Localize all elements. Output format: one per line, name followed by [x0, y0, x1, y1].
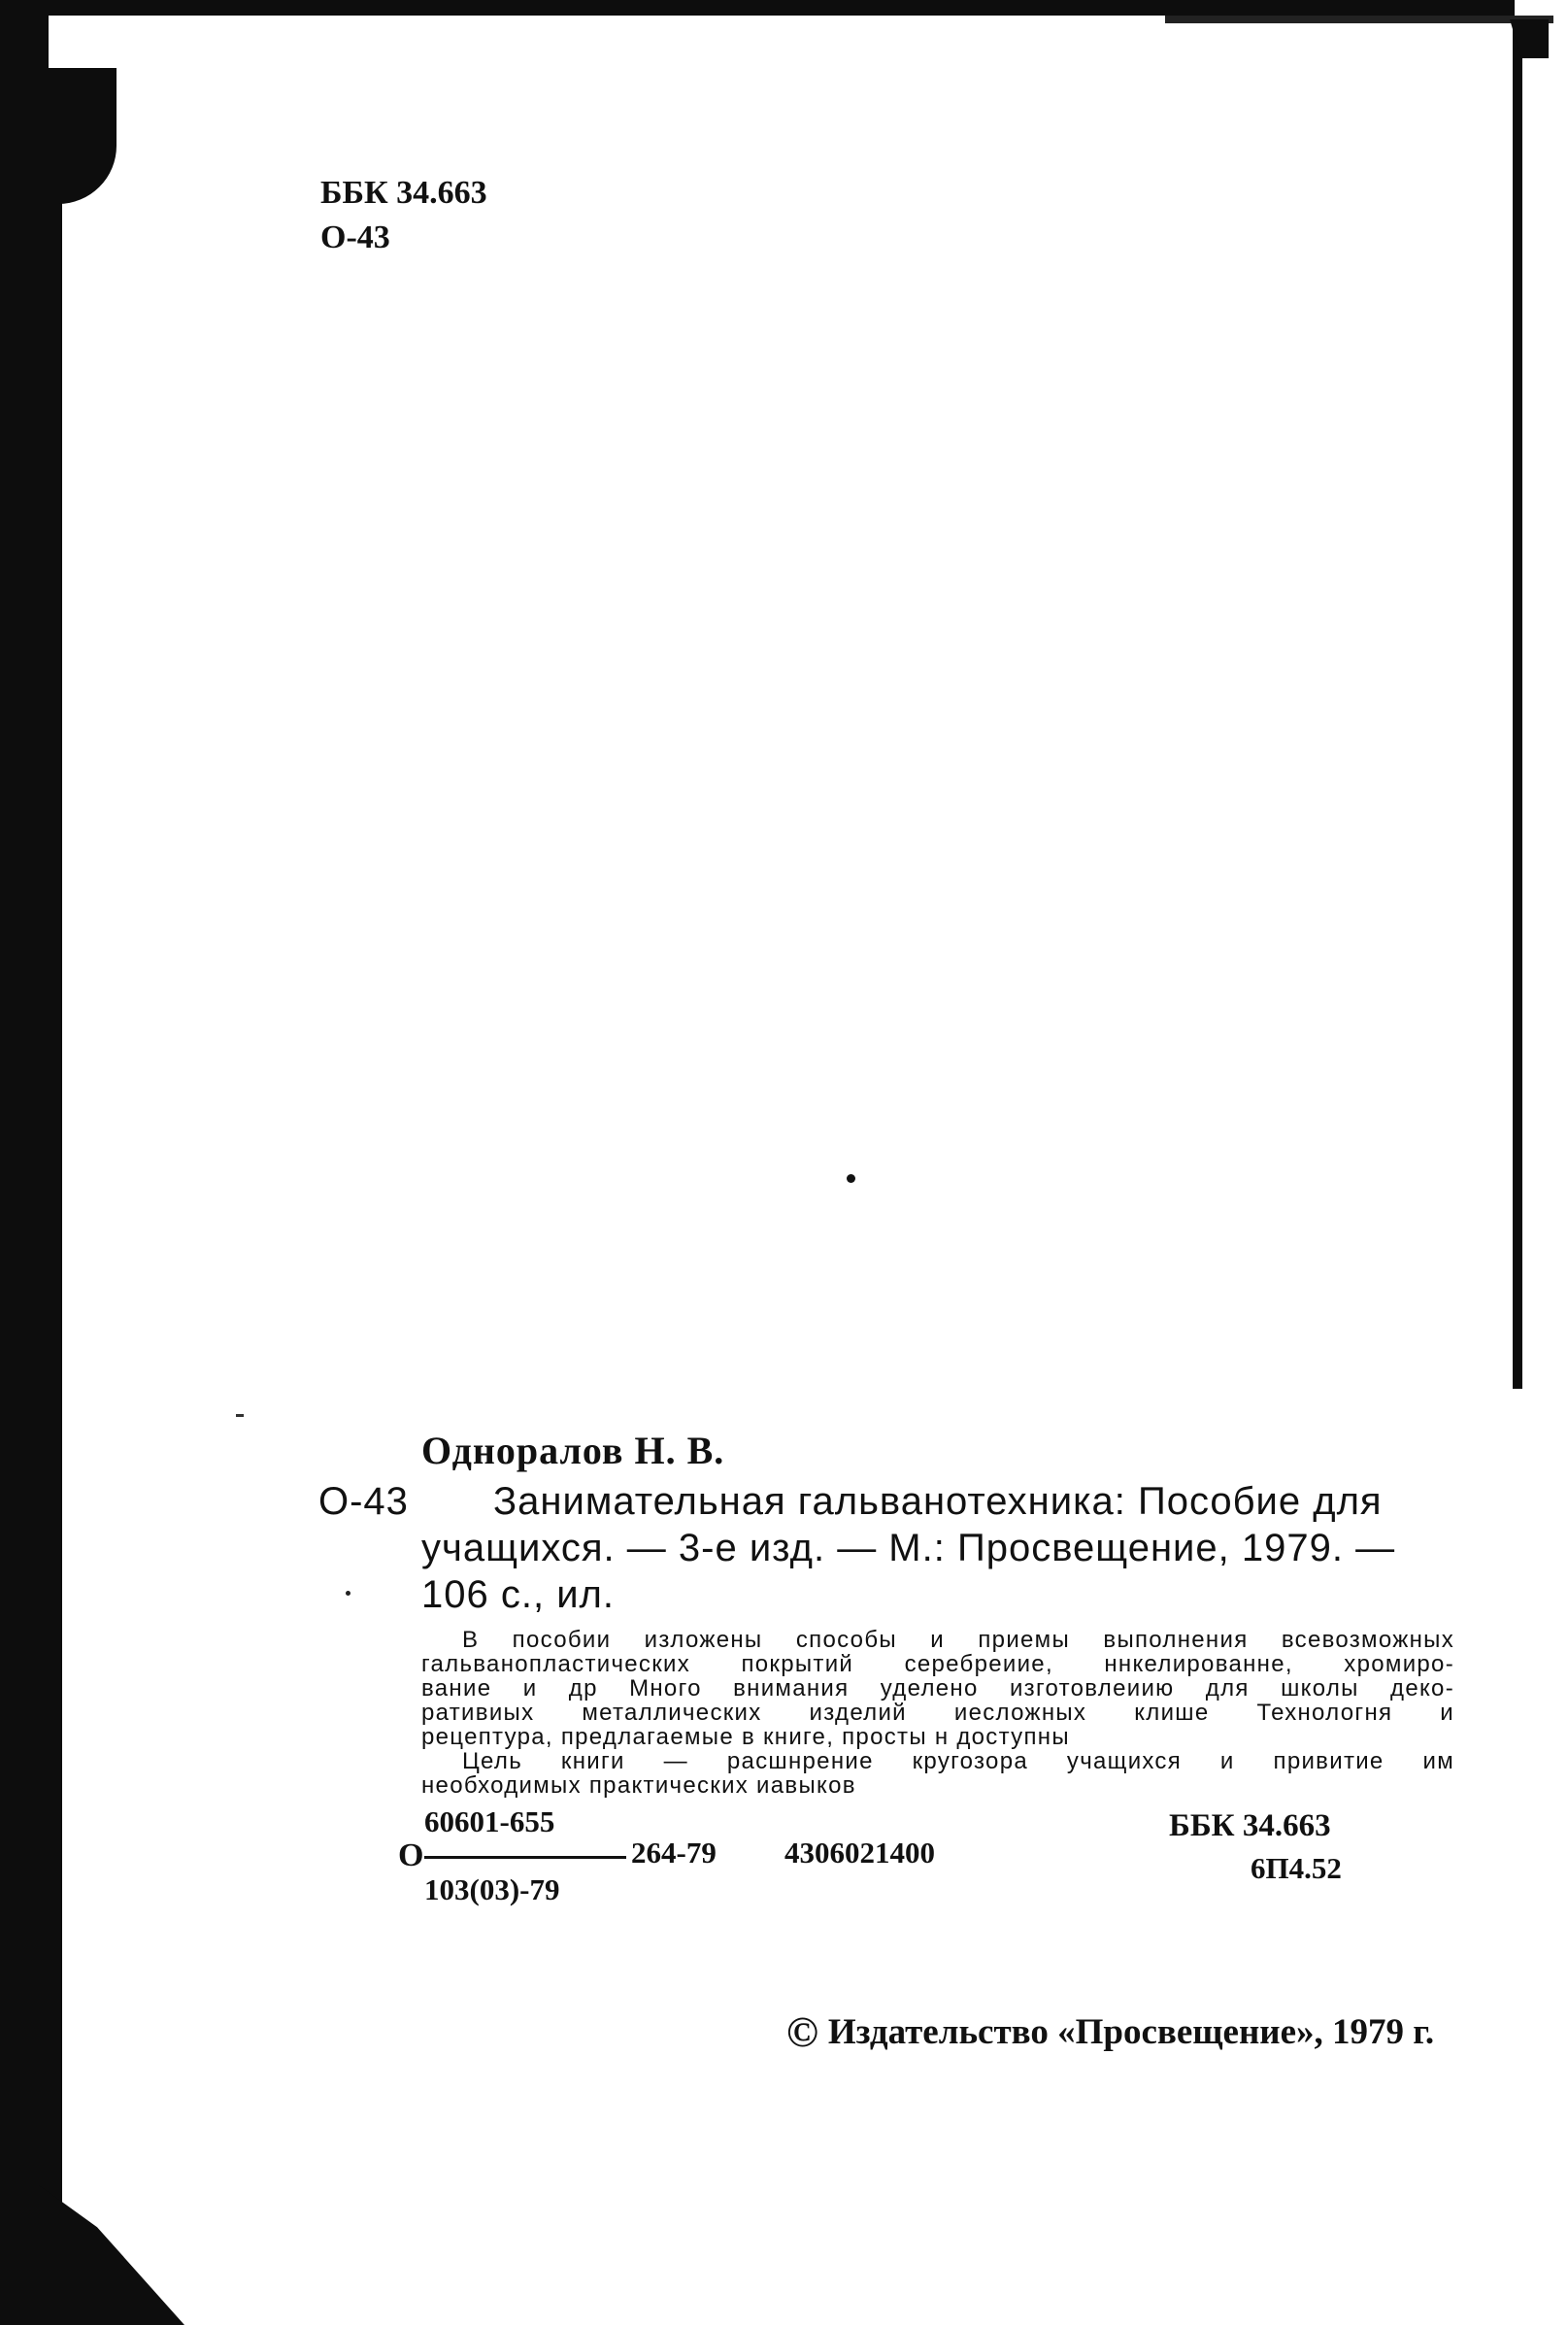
annotation-line: ративиых металлических изделий иесложных клише Технологня и [421, 1700, 1454, 1726]
title-line-1: Занимательная гальванотехника: Пособие для [493, 1480, 1383, 1523]
author-name: Одноралов Н. В. [421, 1429, 725, 1472]
code-number-2: 4306021400 [784, 1836, 935, 1870]
entry-code: О-43 [318, 1480, 409, 1523]
copyright-text: Издательство «Просвещение», 1979 г. [827, 2012, 1435, 2052]
code-denominator: 103(03)-79 [424, 1872, 560, 1906]
code-fraction-line [424, 1856, 626, 1859]
code-bbk-2: 6П4.52 [1251, 1851, 1342, 1885]
annotation-line: гальванопластических покрытий серебреиие, ннкелированне, хромиро- [421, 1651, 1454, 1677]
code-numerator: 60601-655 [424, 1804, 555, 1838]
top-code: О-43 [320, 219, 390, 255]
copyright-icon: © [786, 2008, 818, 2056]
scan-edge-left-bulge [39, 68, 117, 204]
annotation-line: необходимых практических иавыков [421, 1772, 856, 1799]
copyright-line [786, 2007, 1434, 2057]
annotation-line: вание и др Много внимания уделено изготовлеиию для школы деко- [421, 1675, 1454, 1702]
bullet-dot [346, 1591, 350, 1596]
scan-edge-left [0, 78, 62, 2325]
scan-edge-left-bottom [39, 2185, 184, 2325]
code-prefix: О [398, 1837, 424, 1873]
top-bbk: ББК 34.663 [320, 175, 487, 211]
stray-mark [236, 1414, 244, 1417]
scan-edge-top-tail [1165, 16, 1553, 23]
title-line-3: 106 с., ил. [421, 1573, 615, 1616]
code-bbk: ББК 34.663 [1169, 1808, 1331, 1843]
scan-edge-right [1513, 29, 1522, 1389]
scan-edge-top [0, 0, 1515, 16]
annotation-line: рецептура, предлагаемые в книге, просты н доступны [421, 1724, 1070, 1750]
stray-dot [847, 1174, 855, 1183]
code-number-1: 264-79 [631, 1836, 717, 1870]
annotation-line: В пособии изложены способы и приемы выполнения всевозможных [462, 1627, 1454, 1653]
annotation-line: Цель книги — расшнрение кругозора учащихся и привитие им [462, 1748, 1454, 1774]
annotation [421, 1628, 1454, 1798]
title-line-2: учащихся. — 3-е изд. — М.: Просвещение, 1979. — [421, 1527, 1396, 1569]
